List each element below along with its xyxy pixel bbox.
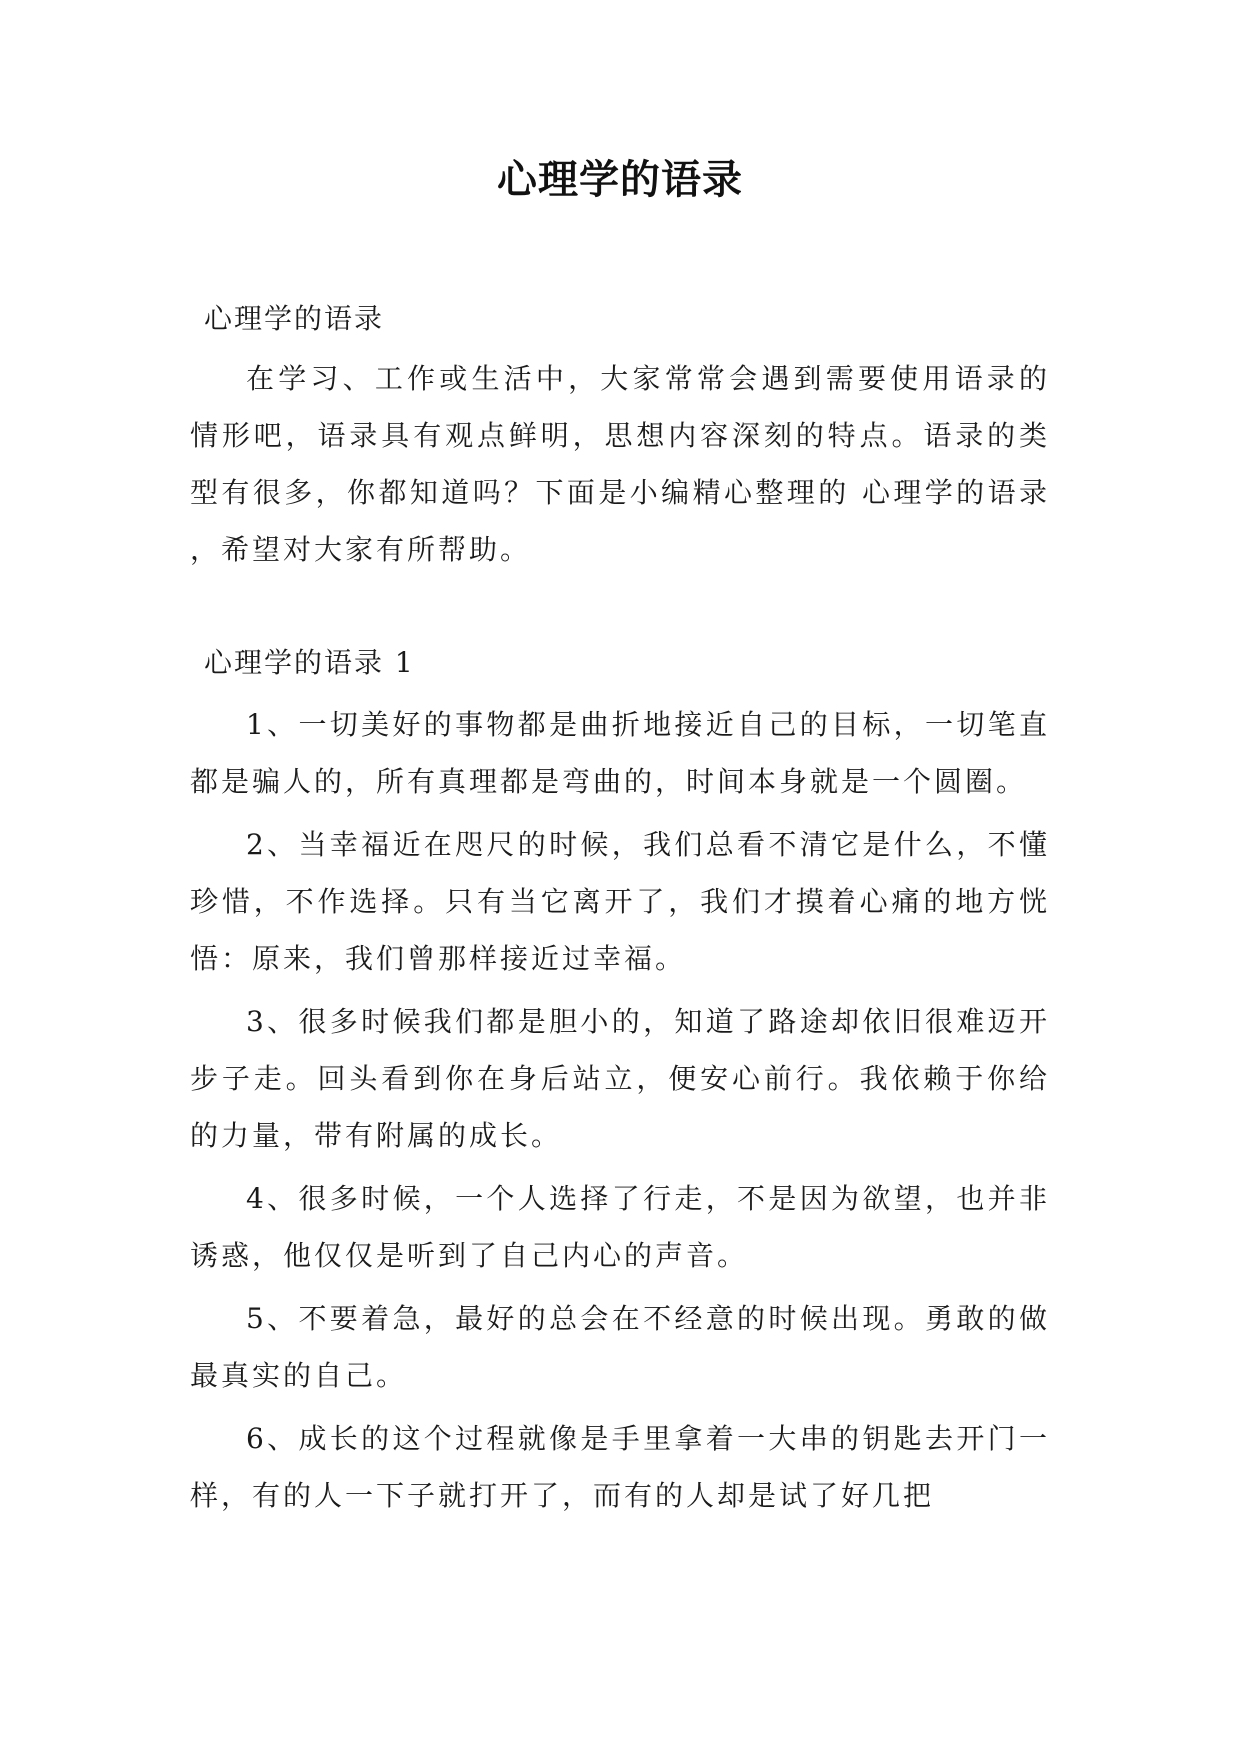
quote-item: 3、很多时候我们都是胆小的，知道了路途却依旧很难迈开步子走。回头看到你在身后站立，便安心前行。我依赖于你给的力量，带有附属的成长。: [190, 1005, 1050, 1152]
quote-list: [190, 696, 1050, 1524]
quote-item: 1、一切美好的事物都是曲折地接近自己的目标，一切笔直都是骗人的，所有真理都是弯曲的，时间本身就是一个圆圈。: [190, 708, 1050, 798]
subheading: 心理学的语录: [204, 302, 385, 335]
intro-paragraph: 在学习、工作或生活中，大家常常会遇到需要使用语录的情形吧，语录具有观点鲜明，思想内容深刻的特点。语录的类型有很多，你都知道吗？下面是小编精心整理的 心理学的语录 ，希望对大家有所帮助。: [190, 362, 1050, 566]
quote-item: 6、成长的这个过程就像是手里拿着一大串的钥匙去开门一样，有的人一下子就打开了，而有的人却是试了好几把: [190, 1422, 1050, 1512]
document-page: [190, 150, 1050, 1530]
quote-item: 2、当幸福近在咫尺的时候，我们总看不清它是什么，不懂珍惜，不作选择。只有当它离开了，我们才摸着心痛的地方恍悟：原来，我们曾那样接近过幸福。: [190, 828, 1050, 975]
quote-item: 4、很多时候，一个人选择了行走，不是因为欲望，也并非诱惑，他仅仅是听到了自己内心的声音。: [190, 1182, 1050, 1272]
quote-item: 5、不要着急，最好的总会在不经意的时候出现。勇敢的做最真实的自己。: [190, 1302, 1050, 1392]
document-title: 心理学的语录: [497, 157, 743, 203]
section-heading: 心理学的语录 1: [204, 646, 415, 679]
